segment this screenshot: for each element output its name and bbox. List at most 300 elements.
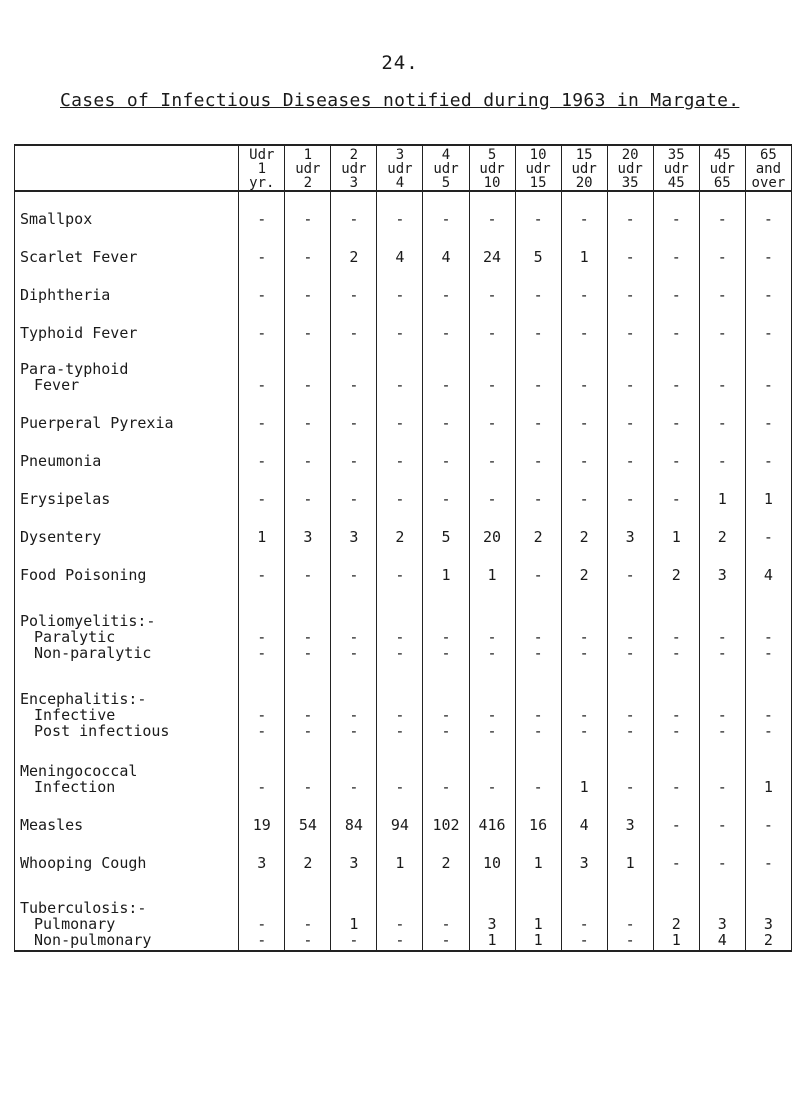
case-count-value: -	[763, 644, 773, 662]
disease-label	[15, 663, 239, 741]
case-count	[377, 585, 423, 663]
case-count	[515, 663, 561, 741]
table-row	[15, 741, 792, 797]
case-count: -	[239, 395, 285, 433]
case-count-value: -	[487, 644, 497, 662]
case-count: 2	[423, 835, 469, 873]
case-count: -	[653, 835, 699, 873]
case-count-value: -	[257, 722, 267, 740]
case-count-value: -	[625, 931, 635, 949]
case-count: -	[653, 395, 699, 433]
disease-label	[15, 547, 239, 585]
case-count	[561, 873, 607, 951]
case-count-value: -	[441, 915, 451, 933]
case-count: -	[607, 191, 653, 229]
case-count	[239, 873, 285, 951]
case-count: -	[653, 741, 699, 797]
case-count	[423, 663, 469, 741]
column-header-line: udr	[663, 161, 689, 177]
disease-label	[15, 191, 239, 229]
column-header	[423, 145, 469, 191]
case-count-value: -	[395, 931, 405, 949]
disease-name: Meningococcal	[20, 762, 138, 780]
case-count: -	[285, 471, 331, 509]
disease-label	[15, 741, 239, 797]
table-row	[15, 663, 792, 741]
case-count: 2	[561, 547, 607, 585]
case-count: 4	[377, 229, 423, 267]
case-count	[607, 873, 653, 951]
case-count: 4	[423, 229, 469, 267]
case-count: -	[607, 741, 653, 797]
case-count: -	[469, 267, 515, 305]
case-count: 2	[285, 835, 331, 873]
case-count-value: -	[395, 644, 405, 662]
case-count: -	[239, 191, 285, 229]
case-count: 1	[515, 835, 561, 873]
case-count: -	[607, 471, 653, 509]
case-count: -	[515, 267, 561, 305]
case-count: -	[653, 305, 699, 343]
case-count: -	[561, 343, 607, 395]
case-count: -	[515, 395, 561, 433]
case-count: 3	[331, 509, 377, 547]
case-count-value: -	[441, 722, 451, 740]
case-count-value: 1	[487, 931, 497, 949]
case-count: -	[377, 433, 423, 471]
case-count: -	[377, 741, 423, 797]
case-count: -	[423, 343, 469, 395]
column-header-line: 3	[349, 175, 359, 191]
disease-name: Smallpox	[20, 210, 93, 228]
column-header-line: 2	[303, 175, 313, 191]
case-count: -	[515, 471, 561, 509]
case-count-value: -	[487, 706, 497, 724]
column-header-line: 35	[667, 147, 685, 163]
case-count: -	[331, 343, 377, 395]
column-header-line: 1	[303, 147, 313, 163]
case-count-value: -	[717, 628, 727, 646]
column-header-line: udr	[709, 161, 735, 177]
case-count: 24	[469, 229, 515, 267]
case-count-value: 1	[533, 915, 543, 933]
case-count: 2	[561, 509, 607, 547]
column-header-line: udr	[433, 161, 459, 177]
case-count: -	[515, 191, 561, 229]
case-count: -	[469, 741, 515, 797]
case-count: 84	[331, 797, 377, 835]
case-count-value: -	[671, 722, 681, 740]
disease-label	[15, 471, 239, 509]
case-count: 4	[561, 797, 607, 835]
case-count: -	[377, 547, 423, 585]
column-header	[285, 145, 331, 191]
case-count	[469, 873, 515, 951]
column-header-line: udr	[341, 161, 367, 177]
table-row	[15, 305, 792, 343]
case-count: 2	[699, 509, 745, 547]
case-count	[699, 663, 745, 741]
column-header-line: 2	[349, 147, 359, 163]
case-count-value: -	[395, 706, 405, 724]
case-count: -	[515, 433, 561, 471]
case-count: -	[745, 433, 791, 471]
case-count: -	[331, 741, 377, 797]
case-count: -	[285, 433, 331, 471]
case-count: -	[607, 267, 653, 305]
case-count: -	[745, 797, 791, 835]
case-count: -	[423, 433, 469, 471]
case-count	[469, 585, 515, 663]
disease-subtype: Non-paralytic	[34, 644, 152, 662]
case-count: -	[607, 395, 653, 433]
case-count: -	[699, 433, 745, 471]
case-count: 20	[469, 509, 515, 547]
case-count: 54	[285, 797, 331, 835]
case-count	[745, 585, 791, 663]
table-row	[15, 267, 792, 305]
case-count: -	[239, 229, 285, 267]
table-row	[15, 471, 792, 509]
column-header-line: 15	[529, 175, 547, 191]
column-header-line: 35	[621, 175, 639, 191]
case-count: -	[239, 433, 285, 471]
table-row	[15, 433, 792, 471]
case-count: -	[469, 471, 515, 509]
case-count: -	[699, 741, 745, 797]
case-count-value: -	[349, 706, 359, 724]
case-count: -	[331, 305, 377, 343]
case-count-value: -	[441, 931, 451, 949]
case-count-value: -	[625, 722, 635, 740]
case-count: -	[561, 471, 607, 509]
case-count: -	[699, 191, 745, 229]
column-header-line: 1	[257, 161, 267, 177]
disease-name: Typhoid Fever	[20, 324, 138, 342]
case-count: 1	[653, 509, 699, 547]
page-title: Cases of Infectious Diseases notified during 1963 in Margate.	[60, 90, 740, 111]
column-header-line: udr	[387, 161, 413, 177]
case-count: 3	[607, 509, 653, 547]
case-count-value: -	[349, 644, 359, 662]
case-count-value: -	[257, 915, 267, 933]
column-header-line: 4	[441, 147, 451, 163]
column-header-line: 10	[529, 147, 547, 163]
case-count: 1	[377, 835, 423, 873]
case-count: 1	[561, 741, 607, 797]
case-count	[239, 585, 285, 663]
case-count: -	[745, 395, 791, 433]
column-header-line: udr	[295, 161, 321, 177]
case-count: -	[331, 395, 377, 433]
case-count: -	[653, 471, 699, 509]
case-count: -	[285, 267, 331, 305]
disease-name: Whooping Cough	[20, 854, 147, 872]
case-count: -	[423, 741, 469, 797]
column-header-line: 5	[441, 175, 451, 191]
case-count-value: -	[303, 644, 313, 662]
disease-name: Measles	[20, 816, 84, 834]
case-count-value: -	[257, 628, 267, 646]
case-count: -	[745, 343, 791, 395]
case-count-value: -	[533, 722, 543, 740]
column-header-line: 5	[487, 147, 497, 163]
case-count: -	[377, 267, 423, 305]
case-count: 1	[745, 741, 791, 797]
case-count: -	[239, 343, 285, 395]
case-count-value: 2	[671, 915, 681, 933]
column-header-line: over	[751, 175, 786, 191]
case-count-value: -	[395, 722, 405, 740]
case-count	[285, 663, 331, 741]
disease-label	[15, 229, 239, 267]
disease-label	[15, 835, 239, 873]
case-count: -	[515, 547, 561, 585]
disease-name-continued: Fever	[34, 376, 80, 394]
case-count-value: -	[349, 931, 359, 949]
case-count	[653, 585, 699, 663]
case-count-value: -	[487, 628, 497, 646]
column-header-line: and	[755, 161, 782, 177]
case-count-value: -	[533, 628, 543, 646]
disease-subtype: Infective	[34, 706, 116, 724]
case-count-value: -	[671, 628, 681, 646]
case-count	[699, 585, 745, 663]
case-count-value: -	[303, 931, 313, 949]
case-count: -	[377, 343, 423, 395]
column-header-line: yr.	[249, 175, 275, 191]
case-count-value: -	[625, 644, 635, 662]
case-count: -	[239, 305, 285, 343]
case-count-value: -	[303, 915, 313, 933]
case-count: 3	[331, 835, 377, 873]
case-count: 2	[515, 509, 561, 547]
column-header	[607, 145, 653, 191]
case-count: -	[331, 267, 377, 305]
case-count: -	[745, 305, 791, 343]
case-count-value: -	[579, 706, 589, 724]
disease-name: Poliomyelitis:-	[20, 612, 156, 630]
header-disease-blank	[15, 145, 239, 191]
case-count-value: -	[441, 706, 451, 724]
case-count-value: -	[441, 644, 451, 662]
case-count	[515, 585, 561, 663]
disease-label	[15, 873, 239, 951]
case-count: 1	[607, 835, 653, 873]
case-count: -	[699, 797, 745, 835]
case-count-value: 2	[763, 931, 773, 949]
case-count-value: -	[763, 722, 773, 740]
column-header-line: Udr	[249, 147, 275, 163]
column-header-line: 20	[621, 147, 639, 163]
case-count: 94	[377, 797, 423, 835]
case-count-value: -	[349, 722, 359, 740]
column-header	[699, 145, 745, 191]
case-count-value: -	[303, 722, 313, 740]
case-count: 1	[561, 229, 607, 267]
case-count	[561, 663, 607, 741]
disease-subtype: Non-pulmonary	[34, 931, 152, 949]
case-count: 3	[561, 835, 607, 873]
header-row	[15, 145, 792, 191]
case-count	[331, 663, 377, 741]
disease-name: Scarlet Fever	[20, 248, 138, 266]
case-count: -	[607, 547, 653, 585]
case-count: -	[515, 741, 561, 797]
column-header-line: udr	[479, 161, 505, 177]
case-count: -	[239, 547, 285, 585]
case-count: -	[423, 267, 469, 305]
case-count-value: -	[671, 644, 681, 662]
case-count: 5	[423, 509, 469, 547]
case-count-value: -	[579, 628, 589, 646]
case-count: -	[469, 305, 515, 343]
case-count-value: -	[349, 628, 359, 646]
case-count: -	[285, 229, 331, 267]
case-count: 416	[469, 797, 515, 835]
case-count	[607, 585, 653, 663]
table-row	[15, 343, 792, 395]
case-count-value: -	[625, 628, 635, 646]
case-count: -	[745, 835, 791, 873]
case-count: -	[653, 343, 699, 395]
case-count-value: -	[717, 722, 727, 740]
case-count: -	[561, 267, 607, 305]
case-count-value: -	[625, 706, 635, 724]
disease-label	[15, 797, 239, 835]
case-count-value: -	[579, 722, 589, 740]
case-count: -	[331, 191, 377, 229]
case-count-value: -	[441, 628, 451, 646]
case-count-value: -	[303, 706, 313, 724]
column-header-line: udr	[617, 161, 643, 177]
table-row	[15, 547, 792, 585]
case-count: -	[699, 343, 745, 395]
column-header	[377, 145, 423, 191]
case-count-value: 1	[533, 931, 543, 949]
case-count: 2	[331, 229, 377, 267]
disease-subtype: Post infectious	[34, 722, 170, 740]
disease-name: Pneumonia	[20, 452, 102, 470]
column-header-line: 3	[395, 147, 405, 163]
case-count: -	[515, 305, 561, 343]
disease-label	[15, 395, 239, 433]
case-count	[377, 663, 423, 741]
case-count: -	[285, 547, 331, 585]
disease-name: Para-typhoid	[20, 360, 129, 378]
case-count: -	[423, 395, 469, 433]
case-count	[331, 585, 377, 663]
case-count: 1	[745, 471, 791, 509]
column-header-line: 15	[575, 147, 593, 163]
case-count-value: -	[763, 628, 773, 646]
case-count: -	[607, 229, 653, 267]
case-count: 1	[423, 547, 469, 585]
disease-label	[15, 343, 239, 395]
case-count: -	[377, 395, 423, 433]
case-count: -	[377, 191, 423, 229]
case-count: -	[745, 267, 791, 305]
column-header-line: 10	[483, 175, 501, 191]
disease-label	[15, 433, 239, 471]
case-count	[745, 873, 791, 951]
case-count-value: -	[717, 706, 727, 724]
table-row	[15, 509, 792, 547]
case-count-value: -	[579, 644, 589, 662]
case-count	[561, 585, 607, 663]
case-count: -	[423, 471, 469, 509]
case-count: -	[331, 471, 377, 509]
column-header	[561, 145, 607, 191]
case-count: -	[653, 797, 699, 835]
case-count-value: -	[533, 644, 543, 662]
disease-label	[15, 267, 239, 305]
case-count: -	[653, 229, 699, 267]
case-count-value: -	[395, 628, 405, 646]
page-number: 24.	[381, 52, 419, 74]
case-count: 3	[699, 547, 745, 585]
column-header	[331, 145, 377, 191]
case-count: -	[699, 229, 745, 267]
case-count: -	[561, 433, 607, 471]
case-count: 3	[285, 509, 331, 547]
column-header	[239, 145, 285, 191]
case-count: -	[699, 305, 745, 343]
case-count: 102	[423, 797, 469, 835]
case-count	[331, 873, 377, 951]
disease-name: Erysipelas	[20, 490, 111, 508]
case-count: -	[515, 343, 561, 395]
case-count-value: -	[763, 706, 773, 724]
column-header	[469, 145, 515, 191]
column-header	[515, 145, 561, 191]
case-count: -	[607, 305, 653, 343]
disease-subtype: Paralytic	[34, 628, 116, 646]
column-header-line: udr	[525, 161, 551, 177]
case-count: -	[653, 191, 699, 229]
column-header-line: 65	[713, 175, 731, 191]
case-count-value: -	[257, 706, 267, 724]
column-header-line: 4	[395, 175, 405, 191]
case-count: -	[285, 305, 331, 343]
case-count: -	[285, 395, 331, 433]
case-count	[607, 663, 653, 741]
case-count: -	[561, 191, 607, 229]
case-count: -	[469, 191, 515, 229]
case-count	[423, 873, 469, 951]
disease-name-continued: Infection	[34, 778, 116, 796]
case-count-value: -	[625, 915, 635, 933]
disease-name: Diphtheria	[20, 286, 111, 304]
column-header-line: 45	[667, 175, 685, 191]
disease-name: Puerperal Pyrexia	[20, 414, 174, 432]
case-count	[699, 873, 745, 951]
case-count: -	[469, 395, 515, 433]
table-row	[15, 585, 792, 663]
table-row	[15, 229, 792, 267]
case-count: -	[285, 191, 331, 229]
case-count: -	[745, 229, 791, 267]
case-count	[285, 873, 331, 951]
case-count	[515, 873, 561, 951]
table-row	[15, 797, 792, 835]
disease-label	[15, 305, 239, 343]
disease-name: Food Poisoning	[20, 566, 147, 584]
case-count-value: 1	[671, 931, 681, 949]
case-count: -	[239, 471, 285, 509]
case-count-value: -	[579, 915, 589, 933]
case-count: -	[331, 547, 377, 585]
